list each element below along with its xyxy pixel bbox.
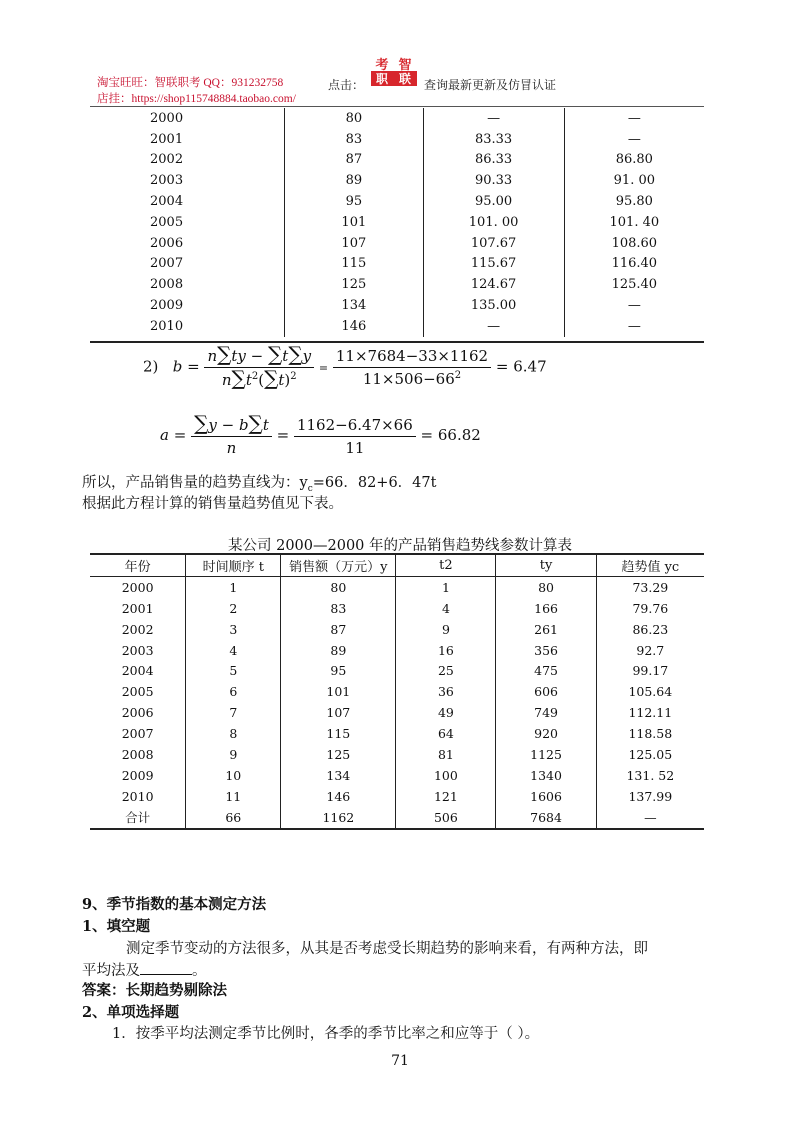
- table-cell: 8: [186, 723, 281, 744]
- table-cell: 5: [186, 660, 281, 681]
- table-cell: 2009: [121, 767, 154, 783]
- table-cell: 101: [281, 681, 396, 702]
- table-cell: 2002: [150, 152, 184, 168]
- table-cell: —: [564, 316, 704, 337]
- header-verify-text: 查询最新更新及仿冒认证: [424, 78, 557, 92]
- table-cell: 49: [396, 702, 496, 723]
- table-cell: 105.64: [596, 681, 704, 702]
- table-cell: 920: [496, 723, 596, 744]
- column-header: 时间顺序 t: [186, 554, 281, 576]
- formula-b-den: 11×506−66: [362, 370, 455, 388]
- table-cell: 2004: [121, 663, 154, 679]
- formula-b-result: = 6.47: [495, 357, 547, 376]
- column-header: 年份: [90, 554, 186, 576]
- table-row: [90, 150, 704, 171]
- formula-a-numeric: $\frac{1162-6.47\times 66}{11}$: [294, 416, 416, 457]
- table-row: [90, 233, 704, 254]
- table-cell: 2005: [150, 214, 184, 230]
- table-cell: 118.58: [596, 723, 704, 744]
- header-click-label: 点击：: [328, 78, 365, 92]
- table-row: [90, 702, 704, 723]
- table-cell: 2003: [150, 173, 184, 189]
- table-cell: 2000: [121, 579, 154, 595]
- table-cell: 80: [496, 576, 596, 597]
- table-cell: 86.33: [423, 150, 564, 171]
- column-header: 趋势值 yc: [596, 554, 704, 576]
- table-cell: 2002: [121, 621, 154, 637]
- table-cell: 6: [186, 681, 281, 702]
- formula-a: a = $\frac{\sum y - b\sum t}{n}$ = $\frac{1162-6.47\times 66}{11}$ = 66.82: [160, 411, 481, 457]
- table-cell: 合计: [125, 810, 151, 826]
- table-cell: 2005: [121, 684, 154, 700]
- table-cell: 101: [285, 212, 423, 233]
- answer-text: 答案：长期趋势剔除法: [82, 982, 227, 999]
- table-cell: 107.67: [423, 233, 564, 254]
- table-cell: 137.99: [596, 786, 704, 807]
- table-row: [90, 765, 704, 786]
- table-cell: 95.00: [423, 191, 564, 212]
- table-cell: 125: [281, 744, 396, 765]
- table-cell: 99.17: [596, 660, 704, 681]
- table-cell: —: [596, 807, 704, 829]
- table-cell: 90.33: [423, 170, 564, 191]
- table-cell: 2007: [121, 726, 154, 742]
- table-row: [90, 598, 704, 619]
- table-cell: 2004: [150, 194, 184, 210]
- table-cell: 115: [281, 723, 396, 744]
- table-cell: 92.7: [596, 640, 704, 661]
- formula-b: 2) b = $\frac{n\sum ty - \sum t\sum y}{n\sum t^2(\sum t)^2}$ = $\frac{11\times 7684-33\times 1162}{11\times 506-66^2}$ = 6.47: [143, 342, 547, 390]
- header-divider: [90, 106, 704, 107]
- table-cell: 83: [281, 598, 396, 619]
- table-cell: 2001: [121, 600, 154, 616]
- table-cell: 134: [281, 765, 396, 786]
- table-cell: 9: [396, 619, 496, 640]
- table-cell: 100: [396, 765, 496, 786]
- header-contact: 淘宝旺旺：智联职考 QQ：931232758: [97, 77, 284, 89]
- subsection-single-choice: 2、单项选择题: [82, 1004, 180, 1021]
- table-cell: —: [423, 316, 564, 337]
- question-1-line-1: 测定季节变动的方法很多，从其是否考虑受长期趋势的影响来看，有两种方法，即: [126, 941, 648, 957]
- brand-logo[interactable]: [371, 56, 417, 86]
- table-cell: 101. 40: [564, 212, 704, 233]
- table-cell: 25: [396, 660, 496, 681]
- logo-char-3: 职: [375, 72, 389, 86]
- table-cell: 1: [396, 576, 496, 597]
- table-cell: 4: [396, 598, 496, 619]
- table-cell: 4: [186, 640, 281, 661]
- logo-char-2: 智: [398, 58, 412, 73]
- table-row: [90, 316, 704, 337]
- question-2: 1．按季平均法测定季节比例时，各季的季节比率之和应等于（ ）。: [112, 1026, 540, 1042]
- table-cell: 79.76: [596, 598, 704, 619]
- table1-bottom-rule: [90, 341, 704, 343]
- logo-char-4: 联: [398, 72, 412, 86]
- table-cell: 11: [186, 786, 281, 807]
- table-cell: 125.05: [596, 744, 704, 765]
- table-cell: 2003: [121, 642, 154, 658]
- table-cell: 86.23: [596, 619, 704, 640]
- table-cell: 134: [285, 295, 423, 316]
- table-row: [90, 191, 704, 212]
- trend-parameter-table: [90, 553, 704, 830]
- table-cell: 87: [281, 619, 396, 640]
- table-cell: 2006: [121, 705, 154, 721]
- table-cell: 2001: [150, 131, 184, 147]
- table-cell: 73.29: [596, 576, 704, 597]
- formula-a-result: = 66.82: [420, 426, 481, 444]
- trend-equation: =66．82+6．47t: [312, 475, 437, 491]
- table-cell: 112.11: [596, 702, 704, 723]
- table-cell: 108.60: [564, 233, 704, 254]
- column-header: ty: [496, 554, 596, 576]
- table-cell: 166: [496, 598, 596, 619]
- table-cell: 80: [285, 108, 423, 129]
- trend-note: 根据此方程计算的销售量趋势值见下表。: [82, 496, 343, 512]
- table-cell: 115: [285, 254, 423, 275]
- table-cell: 83: [285, 129, 423, 150]
- column-header: 销售额（万元）y: [281, 554, 396, 576]
- table-cell: 107: [281, 702, 396, 723]
- formula-b-symbolic: $\frac{n\sum ty - \sum t\sum y}{n\sum t^2(\sum t)^2}$: [204, 346, 314, 389]
- table-row: [90, 660, 704, 681]
- header-shop-link[interactable]: 店挂：https://shop115748884.taobao.com/: [97, 93, 296, 105]
- table-cell: 101. 00: [423, 212, 564, 233]
- logo-char-1: 考: [375, 58, 389, 73]
- table-cell: 89: [281, 640, 396, 661]
- column-header: t2: [396, 554, 496, 576]
- table-cell: 95: [281, 660, 396, 681]
- table-row: [90, 786, 704, 807]
- subsection-fill-blank: 1、填空题: [82, 918, 151, 935]
- table-cell: 116.40: [564, 254, 704, 275]
- table-row: [90, 640, 704, 661]
- table-row: [90, 170, 704, 191]
- table-cell: 91. 00: [564, 170, 704, 191]
- table-cell: 125: [285, 274, 423, 295]
- table-cell: 7684: [496, 807, 596, 829]
- table-cell: —: [564, 108, 704, 129]
- table-cell: —: [423, 108, 564, 129]
- formula-b-numeric: $\frac{11\times 7684-33\times 1162}{11\times 506-66^2}$: [333, 347, 491, 388]
- table-header-row: [90, 554, 704, 576]
- formula-b-label: 2): [143, 357, 159, 376]
- table-cell: 2007: [150, 256, 184, 272]
- table-row: [90, 619, 704, 640]
- table-cell: 64: [396, 723, 496, 744]
- table-row: [90, 274, 704, 295]
- table-cell: 2: [186, 598, 281, 619]
- table-cell: 36: [396, 681, 496, 702]
- table-cell: 125.40: [564, 274, 704, 295]
- table-cell: 2000: [150, 110, 184, 126]
- table-cell: 1606: [496, 786, 596, 807]
- table-cell: 146: [281, 786, 396, 807]
- table-cell: 16: [396, 640, 496, 661]
- table-cell: 1125: [496, 744, 596, 765]
- table-row: [90, 807, 704, 829]
- table-cell: 95.80: [564, 191, 704, 212]
- table-cell: —: [564, 129, 704, 150]
- table-cell: 135.00: [423, 295, 564, 316]
- table-row: [90, 576, 704, 597]
- table-row: [90, 681, 704, 702]
- table-cell: 107: [285, 233, 423, 254]
- table-row: [90, 108, 704, 129]
- table-cell: 2006: [150, 235, 184, 251]
- table-cell: 606: [496, 681, 596, 702]
- table-cell: 86.80: [564, 150, 704, 171]
- trend-line-text: 所以，产品销售量的趋势直线为：$y_c=66$．82+6．47t: [82, 475, 437, 494]
- formula-a-symbolic: $\frac{\sum y - b\sum t}{n}$: [191, 415, 272, 457]
- moving-average-table: [90, 108, 704, 337]
- table-cell: 3: [186, 619, 281, 640]
- table-cell: 89: [285, 170, 423, 191]
- table-cell: —: [564, 295, 704, 316]
- page-number: 71: [391, 1053, 409, 1069]
- table-cell: 87: [285, 150, 423, 171]
- table-cell: 146: [285, 316, 423, 337]
- table-cell: 7: [186, 702, 281, 723]
- table-cell: 80: [281, 576, 396, 597]
- table-cell: 121: [396, 786, 496, 807]
- trend-subscript: c: [307, 483, 313, 494]
- table-cell: 1162: [281, 807, 396, 829]
- table-row: [90, 295, 704, 316]
- table-cell: 95: [285, 191, 423, 212]
- table-row: [90, 254, 704, 275]
- table-cell: 66: [186, 807, 281, 829]
- table-row: [90, 744, 704, 765]
- table-cell: 81: [396, 744, 496, 765]
- table2-caption: 某公司 2000—2000 年的产品销售趋势线参数计算表: [227, 538, 573, 554]
- table-cell: 131. 52: [596, 765, 704, 786]
- table-cell: 475: [496, 660, 596, 681]
- table-cell: 1: [186, 576, 281, 597]
- table-row: [90, 212, 704, 233]
- table-cell: 115.67: [423, 254, 564, 275]
- table-cell: 10: [186, 765, 281, 786]
- table-cell: 749: [496, 702, 596, 723]
- table-cell: 506: [396, 807, 496, 829]
- table-row: [90, 723, 704, 744]
- table-row: [90, 129, 704, 150]
- table-cell: 261: [496, 619, 596, 640]
- table-cell: 2010: [121, 788, 154, 804]
- table-cell: 1340: [496, 765, 596, 786]
- table-cell: 9: [186, 744, 281, 765]
- table-cell: 2008: [121, 746, 154, 762]
- table-cell: 83.33: [423, 129, 564, 150]
- table-cell: 124.67: [423, 274, 564, 295]
- question-1-line-2: 平均法及 。: [82, 963, 207, 979]
- table-cell: 2009: [150, 298, 184, 314]
- table-cell: 356: [496, 640, 596, 661]
- answer-blank[interactable]: [140, 962, 192, 975]
- section-title: 9、季节指数的基本测定方法: [82, 896, 267, 913]
- table-cell: 2008: [150, 277, 184, 293]
- table-cell: 2010: [150, 318, 184, 334]
